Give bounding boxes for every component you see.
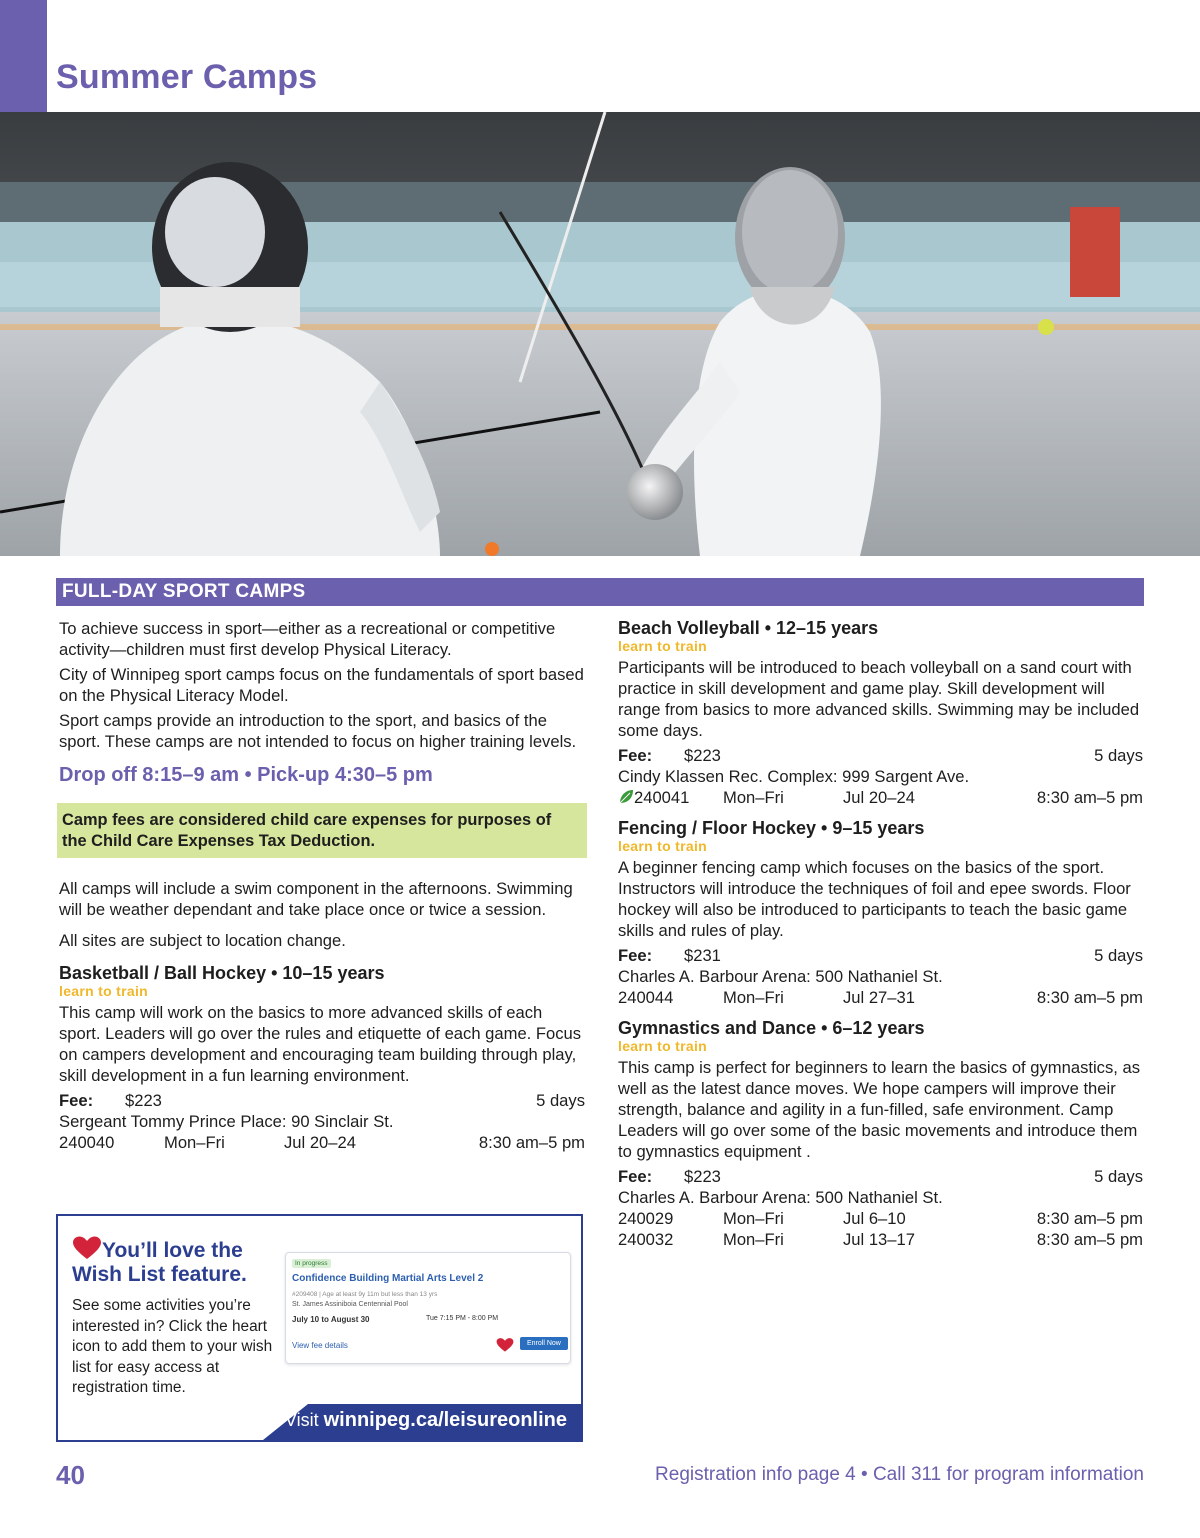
fee-amount: $231 xyxy=(684,946,721,965)
session-days: Mon–Fri xyxy=(723,988,784,1007)
session-time: 8:30 am–5 pm xyxy=(1036,1209,1143,1228)
hero-photo xyxy=(0,112,1200,556)
session-dates: Jul 20–24 xyxy=(284,1133,356,1152)
session-days: Mon–Fri xyxy=(723,1209,784,1228)
visit-prefix: Visit xyxy=(284,1410,319,1430)
session-row xyxy=(618,1208,1143,1229)
fee-row xyxy=(618,945,1143,966)
camp-description: Participants will be introduced to beach volleyball on a sand court with practice in skill development and game play. Skill development will range from basics to more advanced skills. Swimming may be included some days. xyxy=(618,658,1140,740)
camp-duration: 5 days xyxy=(1094,946,1143,965)
intro-paragraph-1: To achieve success in sport—either as a recreational or competitive activity—children must first develop Physical Literacy. xyxy=(59,619,556,659)
session-code: 240044 xyxy=(618,988,674,1007)
camp-duration: 5 days xyxy=(1094,746,1143,765)
fee-label: Fee: xyxy=(618,1167,653,1186)
fee-label: Fee: xyxy=(59,1091,94,1110)
heart-icon xyxy=(72,1236,102,1260)
fee-amount: $223 xyxy=(125,1091,162,1110)
wishlist-title-line1: You’ll love the xyxy=(102,1239,243,1262)
session-code-cell xyxy=(618,787,723,808)
session-row xyxy=(618,1229,1143,1250)
fee-amount: $223 xyxy=(684,746,721,765)
camp-title: Basketball / Ball Hockey • 10–15 years xyxy=(59,963,385,983)
dropoff-times: Drop off 8:15–9 am • Pick-up 4:30–5 pm xyxy=(59,764,433,786)
session-code: 240040 xyxy=(59,1133,115,1152)
camp-level-tag: learn to train xyxy=(618,1038,707,1054)
swim-note: All camps will include a swim component in the afternoons. Swimming will be weather dependant and take place once or twice a session. xyxy=(59,879,573,919)
wishlist-promo xyxy=(56,1214,583,1442)
session-code: 240029 xyxy=(618,1209,674,1228)
activity-card-title[interactable]: Confidence Building Martial Arts Level 2 xyxy=(292,1273,484,1284)
fee-amount: $223 xyxy=(684,1167,721,1186)
wishlist-title xyxy=(72,1236,247,1287)
wishlist-description: See some activities you’re interested in? Click the heart icon to add them to your wish list for easy access at registration time. xyxy=(72,1297,273,1397)
camp-description: This camp is perfect for beginners to learn the basics of gymnastics, as well as the latest dance moves. We hope campers will improve their strength, balance and agility in a fun-filled, safe environment. Camp Leaders will go over some of the basic movements and introduce them to gymnastics equipment . xyxy=(618,1058,1141,1161)
left-column xyxy=(59,618,585,1153)
camp-level-tag: learn to train xyxy=(59,983,148,999)
header-accent-bar xyxy=(0,0,47,112)
session-dates: Jul 20–24 xyxy=(843,788,915,807)
activity-card-meta: #209408 | Age at least 9y 11m but less than 13 yrs xyxy=(292,1291,438,1298)
heart-icon[interactable] xyxy=(496,1337,514,1353)
session-days: Mon–Fri xyxy=(164,1133,225,1152)
camp-location: Charles A. Barbour Arena: 500 Nathaniel St. xyxy=(618,1188,943,1207)
camp-location: Cindy Klassen Rec. Complex: 999 Sargent Ave. xyxy=(618,767,970,786)
session-row xyxy=(618,987,1143,1008)
camp-fencing-floor-hockey xyxy=(618,818,1143,1008)
visit-url[interactable]: winnipeg.ca/leisureonline xyxy=(323,1409,567,1431)
page-number: 40 xyxy=(56,1460,85,1490)
activity-card-dates: July 10 to August 30 xyxy=(292,1315,370,1324)
camp-duration: 5 days xyxy=(536,1091,585,1110)
fee-label: Fee: xyxy=(618,946,653,965)
footer-text: Registration info page 4 • Call 311 for program information xyxy=(655,1464,1144,1485)
camp-description: A beginner fencing camp which focuses on the basics of the sport. Instructors will introduce the techniques of foil and epee swords. Floor hockey will also be introduced to participants to teach the basic game skills and rules of play. xyxy=(618,858,1131,940)
leaf-icon xyxy=(618,789,634,805)
session-dates: Jul 27–31 xyxy=(843,988,915,1007)
camp-level-tag: learn to train xyxy=(618,838,707,854)
session-dates: Jul 13–17 xyxy=(843,1230,915,1249)
wishlist-title-line2: Wish List feature. xyxy=(72,1263,247,1286)
session-time: 8:30 am–5 pm xyxy=(1036,988,1143,1007)
session-days: Mon–Fri xyxy=(723,788,784,807)
camp-title: Beach Volleyball • 12–15 years xyxy=(618,618,879,638)
section-header-full-day-sport-camps: FULL-DAY SPORT CAMPS xyxy=(56,578,1144,606)
fee-row xyxy=(59,1090,585,1111)
intro-paragraph-2: City of Winnipeg sport camps focus on the fundamentals of sport based on the Physical Literacy Model. xyxy=(59,665,584,705)
fee-label: Fee: xyxy=(618,746,653,765)
visit-link[interactable] xyxy=(285,1409,567,1432)
activity-card-preview xyxy=(285,1252,571,1364)
fee-row xyxy=(618,1166,1143,1187)
session-code: 240032 xyxy=(618,1230,674,1249)
session-row xyxy=(618,787,1143,808)
camp-gymnastics-and-dance xyxy=(618,1018,1143,1250)
camp-duration: 5 days xyxy=(1094,1167,1143,1186)
activity-card-location: St. James Assiniboia Centennial Pool xyxy=(292,1301,408,1308)
enroll-now-button[interactable]: Enroll Now xyxy=(520,1337,568,1350)
camp-location: Sergeant Tommy Prince Place: 90 Sinclair St. xyxy=(59,1112,394,1131)
location-note: All sites are subject to location change. xyxy=(59,931,346,950)
session-dates: Jul 6–10 xyxy=(843,1209,906,1228)
camp-level-tag: learn to train xyxy=(618,638,707,654)
camp-title: Gymnastics and Dance • 6–12 years xyxy=(618,1018,925,1038)
tax-deduction-notice: Camp fees are considered child care expenses for purposes of the Child Care Expenses Tax Deduction. xyxy=(57,803,587,858)
session-time: 8:30 am–5 pm xyxy=(1036,788,1143,807)
session-row xyxy=(59,1132,585,1153)
session-time: 8:30 am–5 pm xyxy=(478,1133,585,1152)
fee-row xyxy=(618,745,1143,766)
session-time: 8:30 am–5 pm xyxy=(1036,1230,1143,1249)
activity-card-time: Tue 7:15 PM - 8:00 PM xyxy=(426,1315,499,1322)
right-column xyxy=(618,618,1143,1250)
session-code: 240041 xyxy=(634,788,690,807)
camp-title: Fencing / Floor Hockey • 9–15 years xyxy=(618,818,925,838)
status-badge: In progress xyxy=(292,1259,331,1268)
session-days: Mon–Fri xyxy=(723,1230,784,1249)
page-title: Summer Camps xyxy=(56,58,318,96)
camp-beach-volleyball xyxy=(618,618,1143,808)
camp-description: This camp will work on the basics to more advanced skills of each sport. Leaders will go over the rules and etiquette of each game. Focus on campers development and encouraging team building through play, skill development in a fun learning environment. xyxy=(59,1003,582,1085)
intro-paragraph-3: Sport camps provide an introduction to the sport, and basics of the sport. These camps are not intended to focus on higher training levels. xyxy=(59,711,577,751)
view-fee-details-link[interactable]: View fee details xyxy=(292,1341,348,1350)
camp-basketball-ball-hockey xyxy=(59,963,585,1153)
camp-location: Charles A. Barbour Arena: 500 Nathaniel St. xyxy=(618,967,943,986)
